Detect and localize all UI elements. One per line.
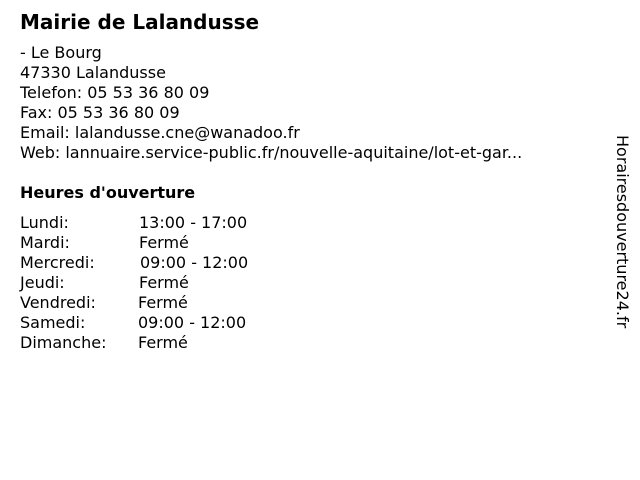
hours-time: 09:00 - 12:00: [138, 313, 247, 332]
city-line: 47330 Lalandusse: [20, 63, 166, 82]
hours-title: Heures d'ouverture: [20, 183, 196, 202]
hours-day: Mercredi:: [20, 253, 95, 272]
page-title: Mairie de Lalandusse: [20, 10, 260, 34]
web-line: Web: lannuaire.service-public.fr/nouvelle-aquitaine/lot-et-gar...: [20, 143, 523, 162]
hours-time: Fermé: [138, 293, 188, 312]
email-line: Email: lalandusse.cne@wanadoo.fr: [20, 123, 300, 142]
hours-time: 09:00 - 12:00: [140, 253, 249, 272]
hours-time: Fermé: [138, 333, 188, 352]
hours-time: Fermé: [139, 273, 189, 292]
hours-day: Jeudi:: [20, 273, 65, 292]
address-line: - Le Bourg: [20, 43, 102, 62]
hours-day: Samedi:: [20, 313, 86, 332]
hours-time: 13:00 - 17:00: [139, 213, 248, 232]
phone-line: Telefon: 05 53 36 80 09: [20, 83, 210, 102]
hours-day: Mardi:: [20, 233, 70, 252]
site-watermark: Horairesdouverture24.fr: [613, 135, 632, 329]
fax-line: Fax: 05 53 36 80 09: [20, 103, 180, 122]
hours-day: Lundi:: [20, 213, 69, 232]
hours-time: Fermé: [139, 233, 189, 252]
contact-block: [20, 43, 522, 163]
hours-day: Dimanche:: [20, 333, 107, 352]
hours-day: Vendredi:: [20, 293, 96, 312]
